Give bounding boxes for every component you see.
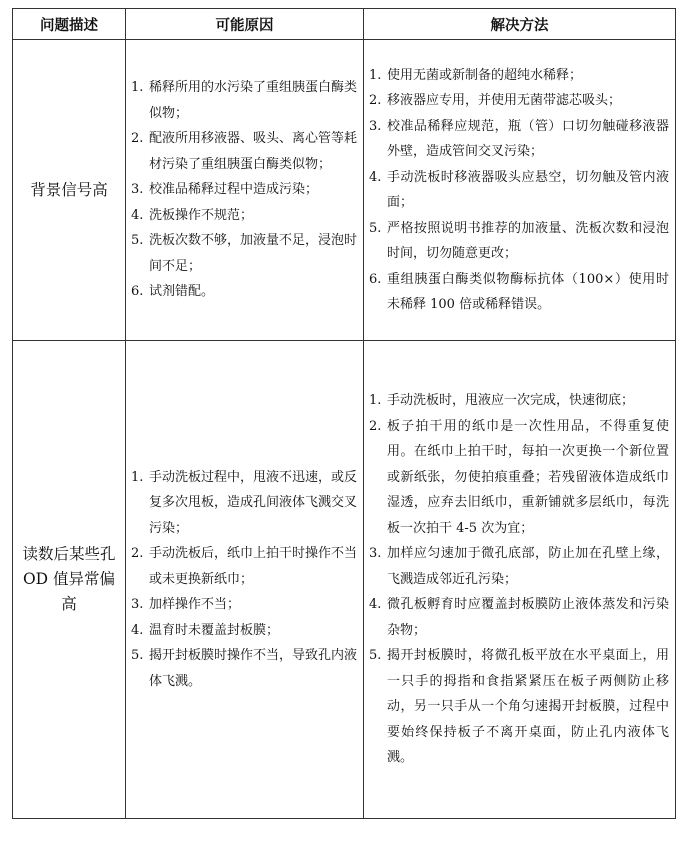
troubleshooting-table [12,8,676,819]
item-number: 3. [369,118,382,134]
item-text: 校准品稀释应规范，瓶（管）口切勿触碰移液器外壁，造成管间交叉污染； [387,118,669,159]
item-text: 校准品稀释过程中造成污染； [149,182,319,198]
solutions-cell [364,40,676,341]
list-item [131,279,357,305]
item-text: 使用无菌或新制备的超纯水稀释； [387,67,583,83]
list-item [131,228,357,279]
item-text: 洗板次数不够，加液量不足，浸泡时间不足； [149,233,358,274]
causes-cell [126,40,364,341]
problem-cell: 背景信号高 [13,40,126,341]
item-number: 2. [131,546,144,562]
list-item [131,75,357,126]
list-item [369,165,669,216]
item-number: 3. [131,182,144,198]
list-item [369,88,669,114]
item-number: 4. [131,207,144,223]
item-text: 移液器应专用，并使用无菌带滤芯吸头； [387,93,622,108]
header-solutions: 解决方法 [364,9,676,40]
list-item [131,126,357,177]
item-number: 1. [131,80,144,96]
table-row [13,40,676,341]
list-item [131,203,357,229]
list-item [131,592,357,618]
table-row [13,341,676,819]
item-number: 2. [369,93,382,108]
item-number: 6. [369,271,382,287]
causes-list [131,465,357,695]
list-item [369,267,669,318]
header-causes: 可能原因 [126,9,364,40]
list-item [131,618,357,644]
list-item [369,592,669,643]
header-row [13,9,676,40]
item-text: 揭开封板膜时，将微孔板平放在水平桌面上，用一只手的拇指和食指紧紧压在板子两侧防止移动，另一只手从一个角匀速揭开封板膜，过程中要始终保持板子不离开桌面，防止孔内液体飞溅。 [387,648,669,766]
item-text: 稀释所用的水污染了重组胰蛋白酶类似物； [149,80,358,121]
item-text: 洗板操作不规范； [149,207,254,223]
item-number: 4. [369,597,382,613]
item-number: 6. [131,284,144,300]
item-number: 5. [131,233,144,249]
item-text: 温育时未覆盖封板膜； [149,622,280,638]
list-item [369,388,669,414]
item-number: 1. [369,393,382,409]
problem-cell: 读数后某些孔 OD 值异常偏高 [13,341,126,819]
solutions-cell [364,341,676,819]
item-number: 3. [369,546,382,562]
item-number: 5. [369,648,382,664]
causes-cell [126,341,364,819]
list-item [369,643,669,771]
list-item [369,63,669,89]
item-text: 手动洗板过程中，甩液不迅速，或反复多次甩板，造成孔间液体飞溅交叉污染； [149,469,358,536]
solutions-list [369,63,669,318]
list-item [369,541,669,592]
item-number: 2. [369,418,382,434]
item-number: 2. [131,131,144,147]
list-item [369,216,669,267]
item-text: 试剂错配。 [149,284,215,300]
item-text: 手动洗板后，纸巾上拍干时操作不当或未更换新纸巾； [149,546,358,587]
item-text: 手动洗板时，甩液应一次完成，快速彻底； [387,393,635,409]
list-item [131,643,357,694]
item-text: 加样应匀速加于微孔底部，防止加在孔壁上缘，飞溅造成邻近孔污染； [387,546,669,587]
item-text: 严格按照说明书推荐的加液量、洗板次数和浸泡时间，切勿随意更改； [387,220,669,261]
item-number: 5. [369,220,382,236]
item-text: 手动洗板时移液器吸头应悬空，切勿触及管内液面； [387,169,669,210]
list-item [369,114,669,165]
item-number: 1. [369,67,382,83]
item-number: 5. [131,648,144,664]
list-item [369,414,669,542]
item-text: 板子拍干用的纸巾是一次性用品，不得重复使用。在纸巾上拍干时，每拍一次更换一个新位置或新纸张，勿使拍痕重叠；若残留液体造成纸巾湿透，应弃去旧纸巾，重新铺就多层纸巾，每洗板一次拍干 4-5 次为宜； [387,418,669,536]
causes-list [131,75,357,305]
item-text: 微孔板孵育时应覆盖封板膜防止液体蒸发和污染杂物； [387,597,669,638]
item-text: 加样操作不当； [149,597,241,613]
header-problem: 问题描述 [13,9,126,40]
item-number: 1. [131,469,144,485]
list-item [131,541,357,592]
item-text: 配液所用移液器、吸头、离心管等耗材污染了重组胰蛋白酶类似物； [149,131,358,172]
solutions-list [369,388,669,771]
item-text: 揭开封板膜时操作不当，导致孔内液体飞溅。 [149,648,358,689]
item-number: 4. [131,622,144,638]
item-text: 重组胰蛋白酶类似物酶标抗体（100×）使用时未稀释 100 倍或稀释错误。 [387,271,669,312]
item-number: 4. [369,169,382,185]
list-item [131,465,357,542]
list-item [131,177,357,203]
item-number: 3. [131,597,144,613]
